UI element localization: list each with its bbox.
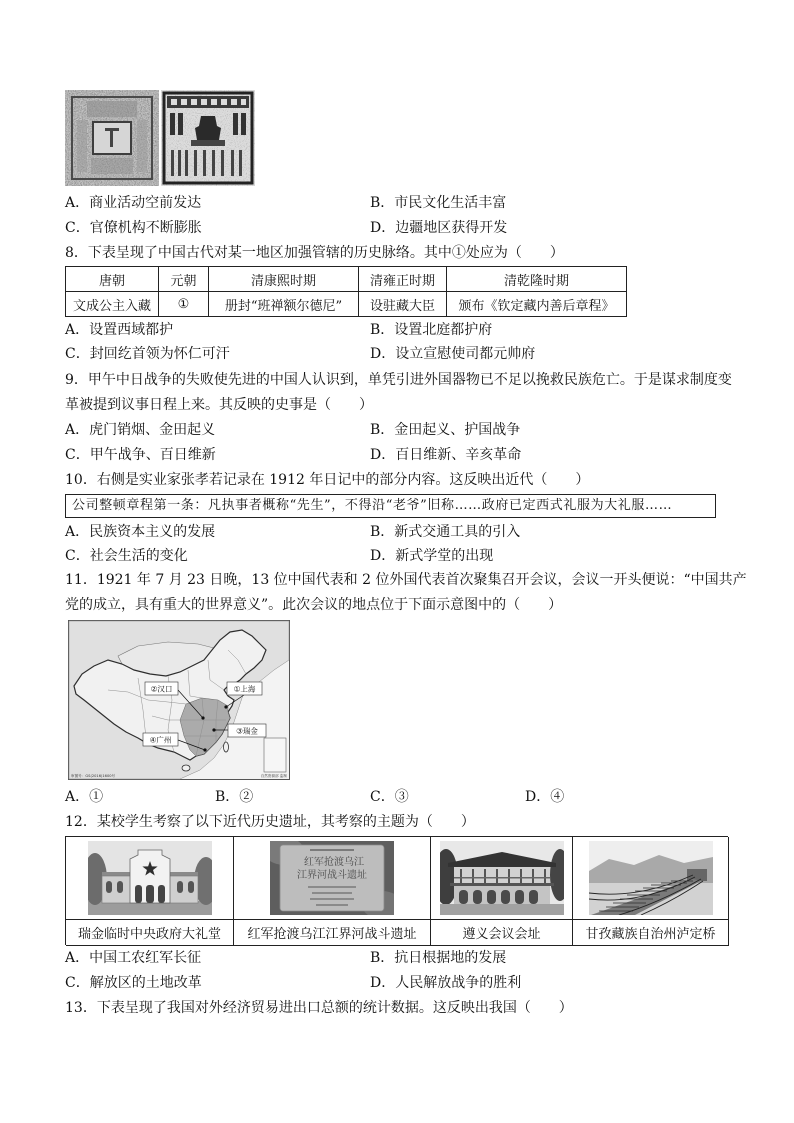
q7-option-b: B．市民文化生活丰富	[370, 195, 507, 211]
q8-row-cell: 册封“班禅额尔德尼”	[209, 292, 359, 317]
q8-header-cell: 元朝	[159, 267, 209, 292]
map-label-ruijin	[228, 724, 266, 737]
q9-stem-line-1: 9．甲午中日战争的失败使先进的中国人认识到，单凭引进外国器物已不足以挽救民族危亡。于是谋求制度变	[65, 372, 732, 388]
q8-row-cell: 文成公主入藏	[66, 292, 159, 317]
map-approval-number: 审图号：GS(2016)1600号	[71, 774, 116, 778]
q8-option-b: B．设置北庭都护府	[370, 322, 493, 338]
tablet-inscription-line-1: 红军抢渡乌江	[304, 857, 364, 868]
map-label-guangzhou	[143, 733, 178, 746]
q8-header-cell: 清康熙时期	[209, 267, 359, 292]
printing-plate-image	[65, 90, 159, 186]
q9-stem-line-2: 革被提到议事日程上来。其反映的史事是（ ）	[65, 397, 373, 413]
q11-option-c: C．③	[370, 789, 409, 805]
china-map-graphic	[68, 620, 290, 780]
site-caption: 红军抢渡乌江江界河战斗遗址	[247, 927, 417, 942]
q9-option-d: D．百日维新、辛亥革命	[370, 447, 522, 463]
q8-table-row	[66, 292, 627, 317]
q12-caption-cell	[431, 920, 573, 946]
map-label-text: ③瑞金	[236, 726, 258, 736]
q12-stem: 12．某校学生考察了以下近代历史遗址，其考察的主题为（ ）	[65, 814, 475, 830]
q12-caption-cell	[573, 920, 729, 946]
q11-stem-line-2: 党的成立，具有重大的世界意义”。此次会议的地点位于下面示意图中的（ ）	[65, 597, 563, 613]
map-taiwan	[224, 742, 229, 752]
q8-table-header-row	[66, 267, 627, 292]
ruijin-hall-photo	[88, 841, 212, 915]
zunyi-site-photo	[440, 841, 564, 915]
q13-stem: 13．下表呈现了我国对外经济贸易进出口总额的统计数据。这反映出我国（ ）	[65, 1000, 573, 1016]
map-producer-note: 自然资源部 监制	[260, 774, 287, 778]
tablet-inscription-line-2: 江界河战斗遗址	[297, 870, 367, 881]
wujiang-tablet-photo	[270, 841, 394, 915]
q12-option-a: A．中国工农红军长征	[65, 950, 202, 966]
paper-note-graphic	[161, 90, 255, 186]
q9-option-c: C．甲午战争、百日维新	[65, 447, 216, 463]
q8-stem: 8．下表呈现了中国古代对某一地区加强管辖的历史脉络。其中①处应为（ ）	[65, 245, 564, 261]
q10-option-d: D．新式学堂的出现	[370, 548, 494, 564]
q10-option-c: C．社会生活的变化	[65, 548, 188, 564]
q7-option-c: C．官僚机构不断膨胀	[65, 220, 202, 236]
q8-row-cell: ①	[159, 292, 209, 317]
site-caption: 甘孜藏族自治州泸定桥	[585, 927, 716, 942]
site-caption: 瑞金临时中央政府大礼堂	[77, 927, 221, 942]
q8-header-cell: 清乾隆时期	[447, 267, 627, 292]
q8-option-c: C．封回纥首领为怀仁可汗	[65, 346, 230, 362]
q11-stem-line-1: 11．1921 年 7 月 23 日晚，13 位中国代表和 2 位外国代表首次聚集召开会议，会议一开头便说：“中国共产	[65, 572, 747, 588]
q12-caption-cell	[234, 920, 431, 946]
q8-table	[65, 266, 627, 317]
q11-option-d: D．④	[525, 789, 565, 805]
map-label-shanghai	[227, 682, 262, 695]
paper-note-image	[161, 90, 255, 186]
map-label-text: ②汉口	[150, 684, 173, 694]
map-inset-frame	[264, 738, 286, 772]
q7-option-d: D．边疆地区获得开发	[370, 220, 508, 236]
q8-header-cell: 唐朝	[66, 267, 159, 292]
q9-option-b: B．金田起义、护国战争	[370, 422, 521, 438]
q12-option-d: D．人民解放战争的胜利	[370, 975, 522, 991]
map-hainan	[182, 765, 190, 771]
printing-plate-graphic	[65, 90, 159, 186]
q8-row-cell: 设驻藏大臣	[359, 292, 447, 317]
luding-bridge-photo	[589, 841, 713, 915]
q12-option-c: C．解放区的土地改革	[65, 975, 202, 991]
q10-option-b: B．新式交通工具的引入	[370, 524, 521, 540]
q11-map	[68, 620, 290, 780]
q12-photo-cell	[66, 837, 234, 920]
q7-option-a: A．商业活动空前发达	[65, 195, 202, 211]
q12-caption-cell	[66, 920, 234, 946]
q8-option-a: A．设置西域都护	[65, 322, 174, 338]
q11-option-b: B．②	[215, 789, 254, 805]
q12-sites-table	[65, 836, 728, 945]
q12-photo-cell	[573, 837, 729, 920]
q11-option-a: A．①	[65, 789, 104, 805]
q9-option-a: A．虎门销烟、金田起义	[65, 422, 216, 438]
map-label-text: ④广州	[149, 735, 172, 745]
q10-excerpt-box: 公司整顿章程第一条：凡执事者概称“先生”，不得沿“老爷”旧称……政府已定西式礼服为大礼服……	[65, 494, 716, 518]
q12-photo-cell	[431, 837, 573, 920]
map-label-text: ①上海	[233, 684, 256, 694]
q8-row-cell: 颁布《钦定藏内善后章程》	[447, 292, 627, 317]
q12-photo-cell	[234, 837, 431, 920]
q8-option-d: D．设立宣慰使司都元帅府	[370, 346, 536, 362]
q8-header-cell: 清雍正时期	[359, 267, 447, 292]
q10-stem: 10．右侧是实业家张孝若记录在 1912 年日记中的部分内容。这反映出近代（ ）	[65, 472, 590, 488]
q10-option-a: A．民族资本主义的发展	[65, 524, 216, 540]
q12-option-b: B．抗日根据地的发展	[370, 950, 507, 966]
site-caption: 遵义会议会址	[462, 927, 541, 942]
map-label-hankou	[145, 682, 178, 695]
